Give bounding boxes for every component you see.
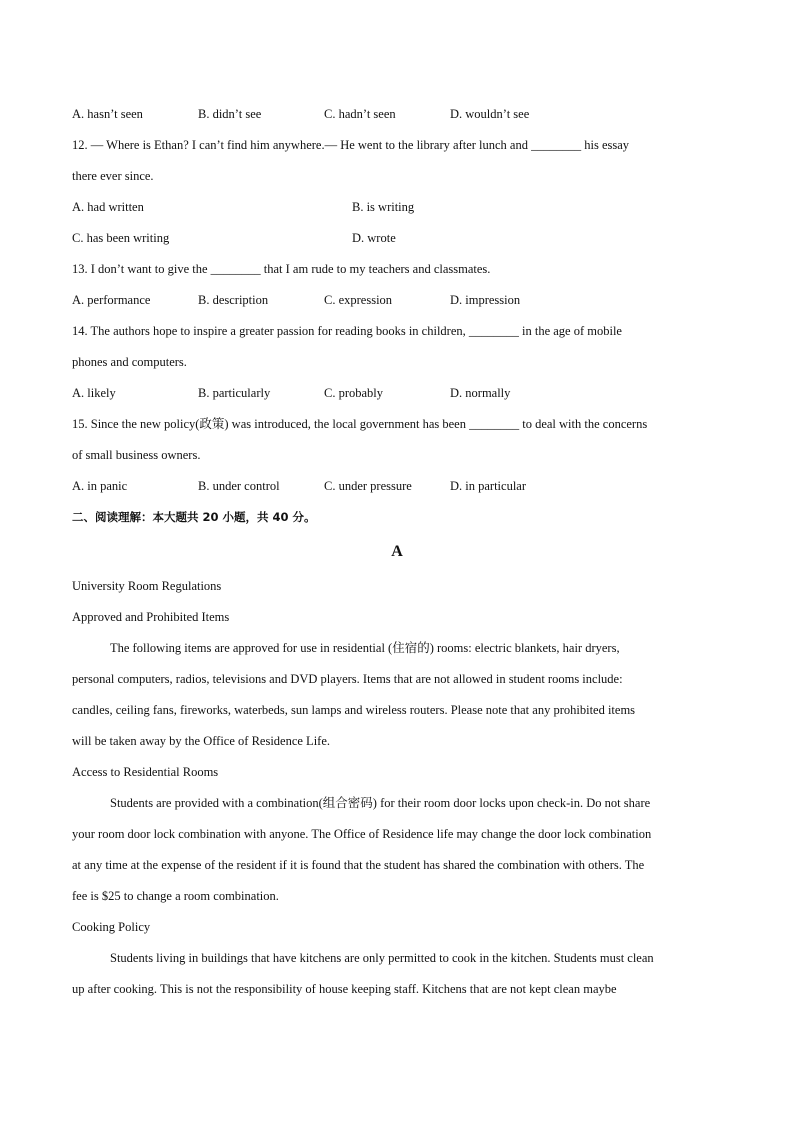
section-heading: 二、阅读理解：本大题共 20 小题，共 40 分。 xyxy=(72,510,316,524)
q12-option-c[interactable]: C. has been writing xyxy=(72,231,170,245)
q14-stem-line1: 14. The authors hope to inspire a greater passion for reading books in children, ________ in the age of mobile xyxy=(72,324,622,338)
passage-title: University Room Regulations xyxy=(72,579,222,593)
q13-stem: 13. I don’t want to give the ________ that I am rude to my teachers and classmates. xyxy=(72,262,491,276)
q15-option-d[interactable]: D. in particular xyxy=(450,479,527,493)
q12-option-b[interactable]: B. is writing xyxy=(352,200,415,214)
q15-stem-line1: 15. Since the new policy(政策) was introduced, the local government has been ________ to deal with the concerns xyxy=(72,417,648,431)
paragraph2-line2: your room door lock combination with anyone. The Office of Residence life may change the door lock combination xyxy=(72,827,652,841)
q11-option-b[interactable]: B. didn’t see xyxy=(198,107,262,121)
q15-option-c[interactable]: C. under pressure xyxy=(324,479,412,493)
q11-option-d[interactable]: D. wouldn’t see xyxy=(450,107,530,121)
q13-option-c[interactable]: C. expression xyxy=(324,293,393,307)
subheading-access: Access to Residential Rooms xyxy=(72,765,219,779)
q14-option-d[interactable]: D. normally xyxy=(450,386,511,400)
paragraph1-line3: candles, ceiling fans, fireworks, waterbeds, sun lamps and wireless routers. Please note that any prohibited items xyxy=(72,703,636,717)
paragraph1-line2: personal computers, radios, televisions and DVD players. Items that are not allowed in student rooms include: xyxy=(72,672,623,686)
q13-options xyxy=(72,285,722,316)
q12-stem-line2: there ever since. xyxy=(72,169,154,183)
q14-option-b[interactable]: B. particularly xyxy=(198,386,271,400)
q13-option-a[interactable]: A. performance xyxy=(72,293,151,307)
q14-stem-line2: phones and computers. xyxy=(72,355,187,369)
q13-option-d[interactable]: D. impression xyxy=(450,293,521,307)
passage-label: A xyxy=(391,543,403,560)
q12-options-row2 xyxy=(72,223,722,254)
q12-options-row1 xyxy=(72,192,722,223)
paragraph2-line3: at any time at the expense of the resident if it is found that the student has shared the combination with others. The xyxy=(72,858,645,872)
paragraph2-line1: Students are provided with a combination(组合密码) for their room door locks upon check-in. Do not share xyxy=(110,796,651,810)
q12-option-d[interactable]: D. wrote xyxy=(352,231,396,245)
paragraph2-line4: fee is $25 to change a room combination. xyxy=(72,889,279,903)
q15-stem-line2: of small business owners. xyxy=(72,448,201,462)
q11-option-a[interactable]: A. hasn’t seen xyxy=(72,107,143,121)
paragraph3-line1: Students living in buildings that have kitchens are only permitted to cook in the kitchen. Students must clean xyxy=(110,951,654,965)
paragraph1-line1: The following items are approved for use in residential (住宿的) rooms: electric blankets, hair dryers, xyxy=(110,641,620,655)
q12-stem-line1: 12. — Where is Ethan? I can’t find him anywhere.— He went to the library after lunch and ________ his essay xyxy=(72,138,630,152)
subheading-cooking: Cooking Policy xyxy=(72,920,151,934)
subheading-approved-items: Approved and Prohibited Items xyxy=(72,610,230,624)
q12-option-a[interactable]: A. had written xyxy=(72,200,144,214)
exam-page xyxy=(72,99,722,1005)
q15-options xyxy=(72,471,722,502)
q13-option-b[interactable]: B. description xyxy=(198,293,269,307)
q14-options xyxy=(72,378,722,409)
q11-option-c[interactable]: C. hadn’t seen xyxy=(324,107,396,121)
q15-option-a[interactable]: A. in panic xyxy=(72,479,128,493)
q14-option-a[interactable]: A. likely xyxy=(72,386,116,400)
paragraph1-line4: will be taken away by the Office of Residence Life. xyxy=(72,734,331,748)
q15-option-b[interactable]: B. under control xyxy=(198,479,280,493)
q11-options xyxy=(72,99,722,130)
q14-option-c[interactable]: C. probably xyxy=(324,386,384,400)
paragraph3-line2: up after cooking. This is not the responsibility of house keeping staff. Kitchens that are not kept clean maybe xyxy=(72,982,617,996)
